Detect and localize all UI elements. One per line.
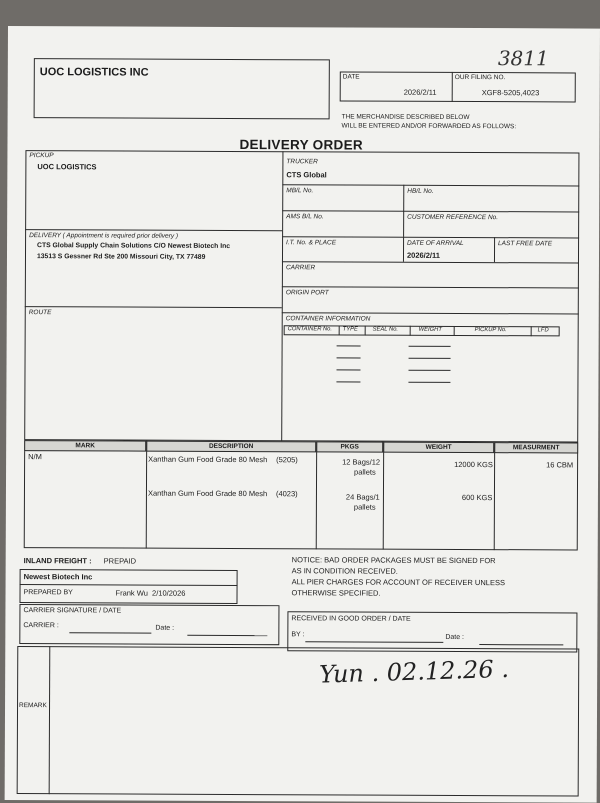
container-info-label: CONTAINER INFORMATION	[285, 315, 371, 323]
last-free-label: LAST FREE DATE	[498, 240, 553, 248]
company-name: UOC LOGISTICS INC	[39, 66, 149, 79]
goods-col-measurment: MEASURMENT	[494, 442, 578, 453]
container-col-3: WEIGHT	[418, 326, 442, 333]
goods-col-weight: WEIGHT	[383, 442, 494, 453]
goods-row2-pkgs2: pallets	[353, 502, 376, 512]
goods-row1-pkgs2: pallets	[354, 467, 376, 477]
delivery-line1: CTS Global Supply Chain Solutions C/O Newest Biotech Inc	[37, 242, 231, 250]
goods-row1-code: (5205)	[276, 455, 298, 465]
blank-line	[409, 346, 451, 347]
blank-line	[337, 345, 361, 346]
route-label: ROUTE	[28, 309, 52, 317]
pickup-value: UOC LOGISTICS	[37, 162, 97, 172]
origin-port-label: ORIGIN PORT	[285, 289, 329, 297]
delivery-order-document	[5, 26, 600, 803]
container-col-1: TYPE	[342, 326, 358, 333]
ams-label: AMS B/L No.	[286, 213, 324, 221]
notice-line3: ALL PIER CHARGES FOR ACCOUNT OF RECEIVER UNLESS	[291, 577, 505, 588]
remark-handwriting: Yun . 02.12.26 .	[318, 654, 510, 689]
carrier-signature-label: CARRIER SIGNATURE / DATE	[23, 607, 122, 615]
document-title: DELIVERY ORDER	[239, 137, 364, 153]
notice-line2: AS IN CONDITION RECEIVED.	[291, 566, 398, 576]
goods-row1-weight: 12000 KGS	[454, 459, 493, 470]
goods-row1-desc: Xanthan Gum Food Grade 80 Mesh	[148, 454, 268, 465]
received-by-label: BY :	[291, 631, 305, 639]
hbl-label: HB/L No.	[407, 187, 434, 195]
blank-line	[408, 370, 450, 371]
blank-line	[409, 358, 451, 359]
inland-freight-value: PREPAID	[103, 556, 137, 566]
arrival-label: DATE OF ARRIVAL	[407, 239, 464, 247]
container-col-2: SEAL No.	[372, 326, 399, 333]
blank-line	[337, 357, 361, 358]
prepared-by-label: PREPARED BY	[23, 589, 73, 597]
container-col-5: LFD	[537, 327, 549, 334]
goods-row2-pkgs1: 24 Bags/1	[345, 492, 380, 502]
goods-col-description: DESCRIPTION	[146, 441, 316, 453]
delivery-line2: 13513 S Gessner Rd Ste 200 Missouri City, TX 77489	[36, 253, 206, 261]
date-value: 2026/2/11	[403, 87, 437, 97]
pickup-label: PICKUP	[29, 152, 54, 160]
blank-line	[336, 381, 360, 382]
container-col-4: PICKUP No.	[474, 327, 507, 334]
customer-ref-label: CUSTOMER REFERENCE No.	[407, 213, 499, 222]
merchandise-notice-2: WILL BE ENTERED AND/OR FORWARDED AS FOLLOWS:	[341, 122, 517, 131]
notice-line1: NOTICE: BAD ORDER PACKAGES MUST BE SIGNED FOR	[291, 555, 496, 566]
blank-line	[408, 382, 450, 383]
carrier-sig-carrier-label: CARRIER :	[23, 622, 59, 630]
goods-row1-pkgs1: 12 Bags/12	[342, 457, 381, 467]
received-label: RECEIVED IN GOOD ORDER / DATE	[291, 615, 411, 623]
received-date-label: Date :	[445, 633, 465, 641]
filing-label: OUR FILING NO.	[454, 73, 506, 82]
blank-line	[337, 369, 361, 370]
goods-row2-weight: 600 KGS	[461, 492, 493, 503]
delivery-label: DELIVERY ( Appointment is required prior delivery )	[29, 232, 179, 240]
handwritten-number: 3811	[497, 46, 549, 71]
goods-col-pkgs: PKGS	[316, 441, 383, 452]
container-col-0: CONTAINER No.	[287, 326, 333, 333]
date-label: DATE	[342, 73, 360, 81]
remark-label: REMARK	[19, 702, 47, 710]
notice-line4: OTHERWISE SPECIFIED.	[291, 588, 381, 598]
goods-row2-desc: Xanthan Gum Food Grade 80 Mesh	[147, 488, 268, 499]
prepared-by-value: Frank Wu 2/10/2026	[115, 588, 186, 598]
goods-row2-code: (4023)	[275, 489, 298, 499]
arrival-value: 2026/2/11	[406, 250, 440, 260]
trucker-label: TRUCKER	[286, 158, 318, 166]
trucker-value: CTS Global	[286, 170, 327, 180]
merchandise-notice-1: THE MERCHANDISE DESCRIBED BELOW	[341, 113, 470, 122]
goods-mark: N/M	[28, 452, 42, 462]
inland-freight-label: INLAND FREIGHT :	[23, 556, 92, 566]
filing-value: XGF8-5205,4023	[481, 88, 540, 98]
carrier-label: CARRIER	[285, 264, 316, 272]
it-place-label: I.T. No. & PLACE	[286, 239, 337, 247]
carrier-sig-date-label: Date :	[155, 624, 175, 632]
consignee-name: Newest Biotech Inc	[23, 572, 93, 582]
goods-col-mark: MARK	[24, 440, 146, 452]
mbl-label: MB/L No.	[286, 187, 314, 195]
goods-row1-measure: 16 CBM	[546, 460, 574, 470]
